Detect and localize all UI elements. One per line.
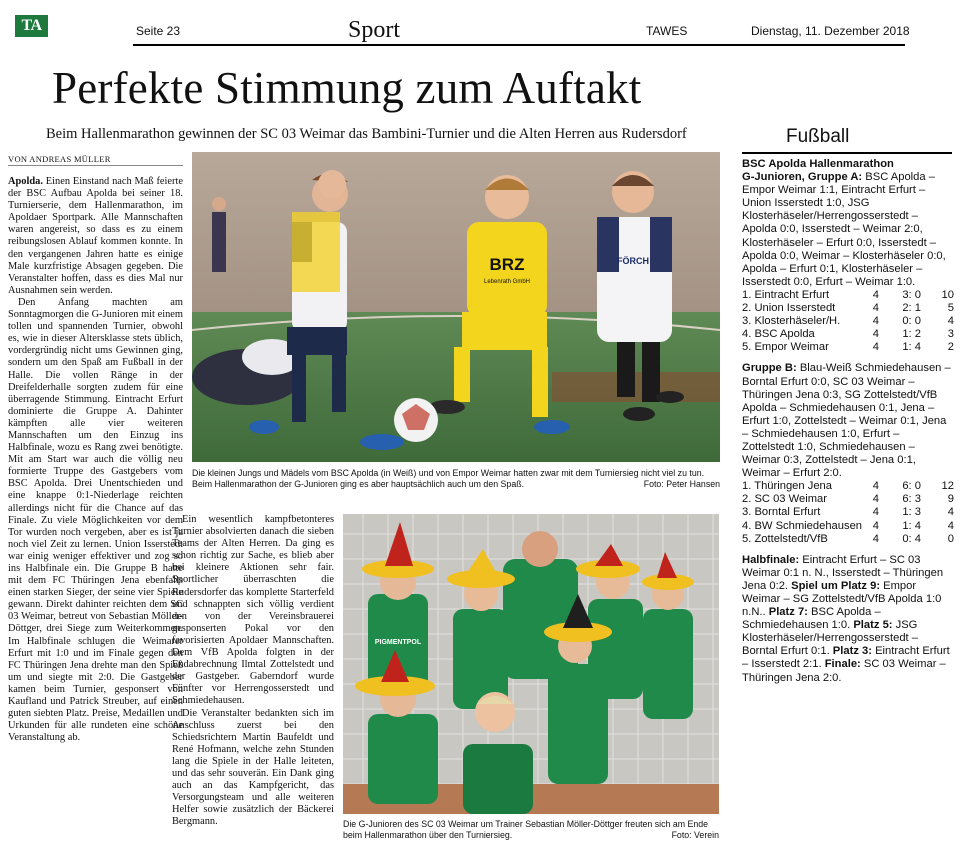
paragraph-text: Einen Einstand nach Maß feierte der BSC Aufbau Apolda bei seiner 18. Turnierserie, dem Hallenmarathon, im Apoldaer Sportpark. Alle Mannschaften waren angereist, so dass es zu einem reibungslosen Ablauf kommen konnte. In den vergangenen Jahren hatte es einige Male kurzfristige Absagen gegeben. Die Veranstalter hoffen, dass es dies Mal nur Ausnahmen sein werden. <box>8 176 183 296</box>
round-result: BSC Apolda – Schmiedehausen 1:0. <box>742 606 881 632</box>
round-label: Spiel um Platz 9: <box>791 579 881 592</box>
group-a-table <box>742 289 954 354</box>
goals: 0: 4 <box>902 532 921 545</box>
edition-label: TAWES <box>646 24 688 38</box>
table-row <box>742 289 954 302</box>
paragraph-text: Ein wesentlich kampfbetonteres Turnier absolvierten danach die sieben Teams der Alten Herren. Da ging es schon richtig zur Sache, es blieb aber bei kleinere Aktionen sehr fair. Sportlicher überraschten die Rudersdorfer das komplette Starterfeld und schnappten sich völlig verdient den von der Vereinsbrauerei gesponserten Pokal vor den favorisierten Apoldaer Mannschaften. Dem VfB Apolda folgten in der Endabrechnung Ilmtal Zottelstedt und der Gastgeber. Gaberndorf wurde Fünfter vor Herrengosserstedt und Schmiedehausen. <box>172 514 334 707</box>
shirt-sponsor-subtext: Lebenrath GmbH <box>483 279 531 285</box>
shirt-sponsor-text-2: FÖRCH <box>617 256 649 266</box>
photo-credit: Foto: Peter Hansen <box>643 479 720 489</box>
points: 2 <box>947 341 954 354</box>
games-played: 4 <box>872 328 879 341</box>
points: 4 <box>947 519 954 532</box>
points: 4 <box>947 506 954 519</box>
goals: 1: 4 <box>902 519 921 532</box>
group-a-label: G-Junioren, Gruppe A: <box>742 171 863 184</box>
round-result: SC 03 Weimar – Thüringen Jena 2:0. <box>742 658 946 684</box>
round-label: Halbfinale: <box>742 553 800 566</box>
byline-rule <box>8 165 183 166</box>
goals: 1: 4 <box>902 341 921 354</box>
table-row <box>742 506 954 519</box>
paragraph <box>8 297 183 744</box>
points: 10 <box>941 288 954 301</box>
games-played: 4 <box>872 532 879 545</box>
points: 4 <box>947 315 954 328</box>
table-row <box>742 480 954 493</box>
table-row <box>742 533 954 546</box>
group-a-matches: BSC Apolda – Empor Weimar 1:1, Eintracht Erfurt – Union Isserstedt 1:0, JSG Klosterhäseler/Herrengosserstedt – Apolda 0:0, Isserstedt – Weimar 2:0, Klosterhäseler – Erfurt 0:0, Isserstedt – Apolda 0:0, Weimar – Klosterhäseler 0:0, Apolda – Erfurt 0:1, Klosterhäseler – Isserstedt 0:0, Erfurt – Weimar 1:0. <box>742 171 946 288</box>
paragraph <box>8 176 183 297</box>
table-row <box>742 493 954 506</box>
games-played: 4 <box>872 288 879 301</box>
round-label: Platz 3: <box>832 645 872 658</box>
team-name: 2. SC 03 Weimar <box>742 493 827 506</box>
goals: 6: 0 <box>902 480 921 493</box>
sidebar-title: Fußball <box>786 126 850 147</box>
results-box <box>742 158 954 685</box>
group-b-matches: Blau-Weiß Schmiedehausen – Borntal Erfurt 0:0, SC 03 Weimar – Thüringen Jena 0:3, SG Zottelstedt/VfB Apolda – Schmiedehausen 0:1, Jena – Erfurt 1:0, Zottelstedt – Weimar 0:1, Jena – Schmiedehausen 1:0, Erfurt – Zottelstedt 1:0, Schmiedehausen – Weimar 0:3, Zottelstedt – Jena 0:1, Weimar – Erfurt 2:0. <box>742 362 951 480</box>
team-name: 4. BSC Apolda <box>742 328 815 341</box>
photo-match <box>192 152 720 462</box>
sidebar-rule <box>742 152 952 154</box>
dateline: Apolda. <box>8 176 43 187</box>
photo-match-caption <box>192 468 720 490</box>
games-played: 4 <box>872 506 879 519</box>
byline: VON ANDREAS MÜLLER <box>8 154 111 164</box>
round-result: Empor Weimar – SG Zottelstedt/VfB Apolda 1:0 n.N.. <box>742 579 942 619</box>
paragraph <box>172 708 334 829</box>
table-row <box>742 520 954 533</box>
group-b-table <box>742 480 954 545</box>
photo-credit: Foto: Verein <box>671 830 719 840</box>
points: 12 <box>941 480 954 493</box>
photo-team-caption <box>343 819 719 841</box>
team-name: 1. Thüringen Jena <box>742 480 832 493</box>
section-title: Sport <box>348 17 401 43</box>
team-photo-image <box>343 514 719 814</box>
issue-date: Dienstag, 11. Dezember 2018 <box>751 24 910 38</box>
page-number: Seite 23 <box>136 24 181 38</box>
games-played: 4 <box>872 493 879 506</box>
team-name: 1. Eintracht Erfurt <box>742 288 830 301</box>
round-label: Finale: <box>824 658 861 671</box>
table-row <box>742 341 954 354</box>
match-photo-image <box>192 152 720 462</box>
headline: Perfekte Stimmung zum Auftakt <box>52 63 642 113</box>
games-played: 4 <box>872 480 879 493</box>
shirt-sponsor-text: PIGMENTPOL <box>374 639 422 646</box>
team-name: 2. Union Isserstedt <box>742 302 836 315</box>
points: 0 <box>947 532 954 545</box>
games-played: 4 <box>872 341 879 354</box>
games-played: 4 <box>872 315 879 328</box>
caption-text: Die kleinen Jungs und Mädels vom BSC Apolda (in Weiß) und von Empor Weimar hatten zwar mit dem Turniersieg nicht viel zu tun. Beim Hallenmarathon der G-Junioren ging es aber hauptsächlich auch um den Spaß. <box>192 468 705 489</box>
paragraph-text: Den Anfang machten am Sonntagmorgen die G-Junioren mit einem tollen und spannenden Turnier, obwohl es, wie in dieser Altersklasse stets üblich, vordergründig nicht ums Gewinnen ging, sondern um den Spaß am Fußball in der Halle. Die vollen Ränge in der Dreifelderhalle sorgten zudem für eine überragende Stimmung. Eintracht Erfurt dominierte die Gruppe A. Dahinter kämpften alle vier weiteren Mannschaften um den Einzug ins Halbfinale, wozu es Rang zwei benötigte. Mit am Start war auch die völlig neu formierte Truppe des Gastgebers vom BSC Apolda. Drei Unentschieden und eine knappe 0:1-Niederlage reichten allerdings nicht für die Chance auf das Finale. Zu viele Möglichkeiten vor dem Tor wurden noch vergeben, aber es ist ja noch viel Zeit zu lernen. Union Isserstedt war einig weniger effektiver und zog so ins Halbfinale ein. Die Gruppe B hatte mit dem FC Thüringen Jena ebenfalls einen starken Sieger, der seine vier Spiele gewann. Direkt dahinter reichten dem SC 03 Weimar, betreut von Sebastian Möller-Döttger, drei Siege zum Weiterkommen. Im Halbfinale schlugen die Weimarer Erfurt mit 1:0 und im Finale gegen den FC Thüringen Jena drehte man den Spieß um und siegte mit 2:0. Die Gastgeber kamen beim Turnier, gesponsert von Kaufland und Patrick Streuber, auf einen guten siebten Platz. Preise, Medaillen und Urkunden für alle rundeten eine schöne Veranstaltung ab. <box>8 296 183 744</box>
team-name: 5. Zottelstedt/VfB <box>742 532 828 545</box>
table-row <box>742 328 954 341</box>
points: 5 <box>947 302 954 315</box>
round-result: Eintracht Erfurt – SC 03 Weimar 0:1 n. N., Isserstedt – Thüringen Jena 0:2. <box>742 553 944 592</box>
points: 9 <box>947 493 954 506</box>
round-result: JSG Klosterhäseler/Herrengosserstedt – Borntal Erfurt 0:1. <box>742 619 918 658</box>
team-name: 3. Klosterhäseler/H. <box>742 315 841 328</box>
goals: 1: 2 <box>902 328 921 341</box>
paragraph-text: Die Veranstalter bedankten sich im Anschluss zuerst bei den Schiedsrichtern Martin Baufeldt und René Hofmann, welche zehn Stunden lang die Spiele in der Halle leiteten, und das sehr souverän. Ein Dank ging auch an das Kampfgericht, das Versorgungsteam und alle weiteren Helfer sowie zusätzlich der Bäckerei Bergmann. <box>172 707 334 828</box>
shirt-sponsor-text: BRZ <box>489 255 525 274</box>
round-result: Eintracht Erfurt – Isserstedt 2:1. <box>742 645 950 671</box>
header-rule <box>133 44 905 46</box>
goals: 0: 0 <box>902 315 921 328</box>
team-name: 3. Borntal Erfurt <box>742 506 821 519</box>
table-row <box>742 315 954 328</box>
caption-text: Die G-Junioren des SC 03 Weimar um Trainer Sebastian Möller-Döttger freuten sich am Ende beim Hallenmarathon über den Turniersieg. <box>343 819 709 840</box>
group-b-results <box>742 362 954 480</box>
goals: 6: 3 <box>902 493 921 506</box>
article-column-1 <box>8 176 183 851</box>
round-label: Platz 7: <box>768 606 808 619</box>
paragraph <box>172 514 334 708</box>
results-heading: BSC Apolda Hallenmarathon <box>742 158 894 170</box>
games-played: 4 <box>872 519 879 532</box>
group-a-results <box>742 171 954 289</box>
photo-team <box>343 514 719 814</box>
games-played: 4 <box>872 302 879 315</box>
round-label: Platz 5: <box>853 619 893 632</box>
points: 3 <box>947 328 954 341</box>
team-name: 4. BW Schmiedehausen <box>742 519 863 532</box>
goals: 3: 0 <box>902 288 921 301</box>
goals: 1: 3 <box>902 506 921 519</box>
team-name: 5. Empor Weimar <box>742 341 829 354</box>
newspaper-logo: TA <box>15 15 48 37</box>
group-b-label: Gruppe B: <box>742 362 797 375</box>
subheadline: Beim Hallenmarathon gewinnen der SC 03 Weimar das Bambini-Turnier und die Alten Herren aus Rudersdorf <box>46 126 687 142</box>
final-round-results <box>742 554 954 685</box>
goals: 2: 1 <box>902 302 921 315</box>
article-column-2 <box>172 514 334 849</box>
table-row <box>742 302 954 315</box>
